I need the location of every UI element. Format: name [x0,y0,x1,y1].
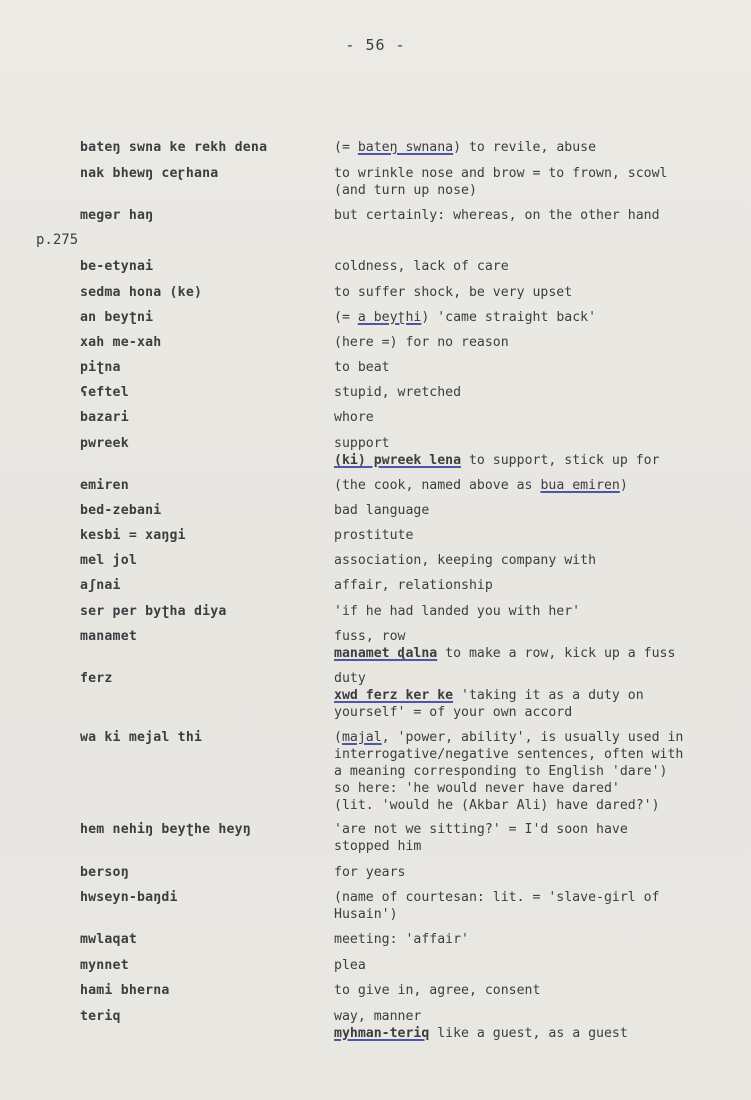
entry-gloss [334,165,724,199]
gloss-line: but certainly: whereas, on the other hand [334,208,660,223]
gloss-line: for years [334,865,406,880]
entry-gloss [334,477,724,494]
gloss-line: Husain') [334,907,398,922]
gloss-line: prostitute [334,528,414,543]
gloss-line: way, manner [334,1009,422,1024]
gloss-line: interrogative/negative sentences, often with [334,747,684,762]
underlined-phrase: (ki) pwreek lena [334,453,462,468]
gloss-line: myhman-teriq like a guest, as a guest [334,1026,628,1041]
entry-term: bed-zebani [80,503,162,518]
entry-term: hwseyn-baŋdi [80,890,178,905]
entry-term: an beyʈni [80,310,154,325]
gloss-line: (ki) pwreek lena to support, stick up for [334,453,660,468]
entry-gloss [334,334,724,351]
gloss-line: (lit. 'would he (Akbar Ali) have dared?') [334,798,660,813]
entry-gloss [334,931,724,948]
entry-gloss [334,603,724,620]
gloss-line: a meaning corresponding to English 'dare') [334,764,668,779]
gloss-line: to suffer shock, be very upset [334,285,573,300]
entry-gloss [334,502,724,519]
gloss-line: duty [334,671,366,686]
entry-gloss [334,435,724,469]
entry-term: hem nehiŋ beyʈhe heyŋ [80,822,251,837]
entry-term: aʃnai [80,578,121,593]
gloss-line: (majal, 'power, ability', is usually used in [334,730,684,745]
gloss-line: (and turn up nose) [334,183,477,198]
underlined-phrase: a beyʈhi [357,310,422,325]
entry-term: ʕeftel [80,385,129,400]
underlined-phrase: xwd ferz ker ke [334,688,454,703]
entry-term: emiren [80,478,129,493]
entry-term: bateŋ swna ke rekh dena [80,140,268,155]
entry-term: wa ki mejal thi [80,730,203,745]
entry-gloss [334,982,724,999]
gloss-line: stupid, wretched [334,385,462,400]
entry-term: mel jol [80,553,137,568]
gloss-line: so here: 'he would never have dared' [334,781,620,796]
entry-term: mynnet [80,958,129,973]
page-number: - 56 - [345,36,406,54]
gloss-line: to give in, agree, consent [334,983,541,998]
entry-gloss [334,1008,724,1042]
entry-gloss [334,384,724,401]
gloss-line: whore [334,410,374,425]
entry-term: nak bhewŋ ceɽhana [80,166,219,181]
underlined-phrase: majal [341,730,382,745]
entry-gloss [334,821,724,855]
entry-gloss [334,359,724,376]
gloss-line: to beat [334,360,390,375]
gloss-line: xwd ferz ker ke 'taking it as a duty on [334,688,644,703]
entry-gloss [334,309,724,326]
gloss-line: fuss, row [334,629,406,644]
gloss-line: yourself' = of your own accord [334,705,573,720]
entry-term: bazari [80,410,129,425]
gloss-line: manamet ɖalna to make a row, kick up a fuss [334,646,676,661]
entry-gloss [334,258,724,275]
gloss-line: bad language [334,503,430,518]
entry-gloss [334,957,724,974]
entry-term: bersoŋ [80,865,129,880]
entry-gloss [334,284,724,301]
entry-term: mwlaqat [80,932,137,947]
underlined-phrase: myhman-teriq [334,1026,430,1041]
gloss-line: 'are not we sitting?' = I'd soon have [334,822,628,837]
underlined-phrase: manamet ɖalna [334,646,438,661]
underlined-phrase: bua emiren [540,478,620,493]
entry-term: hami bherna [80,983,170,998]
underlined-phrase: bateŋ swnana [357,140,454,155]
entry-gloss [334,628,724,662]
entry-term: piʈna [80,360,121,375]
gloss-line: (= a beyʈhi) 'came straight back' [334,310,597,325]
gloss-line: (the cook, named above as bua emiren) [334,478,628,493]
gloss-line: affair, relationship [334,578,493,593]
entry-term: manamet [80,629,137,644]
entry-term: xah me-xah [80,335,162,350]
gloss-line: plea [334,958,366,973]
entry-gloss [334,729,724,814]
entry-term: kesbi = xaŋgi [80,528,186,543]
gloss-line: to wrinkle nose and brow = to frown, scowl [334,166,668,181]
entry-term: megər haŋ [80,208,154,223]
gloss-line: 'if he had landed you with her' [334,604,581,619]
entry-term: sedma hona (ke) [80,285,203,300]
gloss-line: stopped him [334,839,422,854]
gloss-line: (= bateŋ swnana) to revile, abuse [334,140,597,155]
entry-gloss [334,409,724,426]
entry-term: ferz [80,671,113,686]
gloss-line: (name of courtesan: lit. = 'slave-girl of [334,890,660,905]
gloss-line: coldness, lack of care [334,259,509,274]
entry-term: be-etynai [80,259,154,274]
entry-gloss [334,139,724,156]
entry-gloss [334,207,724,224]
gloss-line: association, keeping company with [334,553,597,568]
entry-gloss [334,577,724,594]
gloss-line: (here =) for no reason [334,335,509,350]
entry-term: teriq [80,1009,121,1024]
entry-term: ser per byʈha diya [80,604,227,619]
entry-term: pwreek [80,436,129,451]
entry-gloss [334,889,724,923]
entry-gloss [334,527,724,544]
entry-gloss [334,552,724,569]
entry-gloss [334,864,724,881]
page-reference: p.275 [36,232,79,248]
gloss-line: support [334,436,390,451]
gloss-line: meeting: 'affair' [334,932,469,947]
entry-gloss [334,670,724,721]
